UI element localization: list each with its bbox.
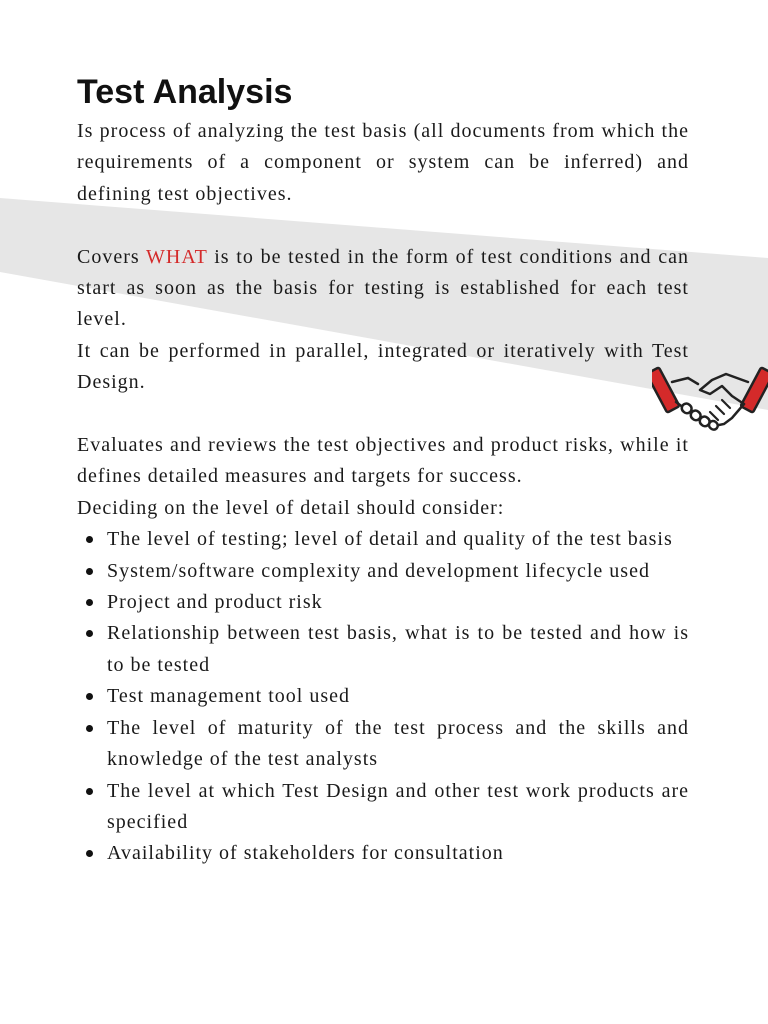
list-item-text: Relationship between test basis, what is to be tested and how is to be tested <box>107 622 689 676</box>
evaluates-paragraph: Evaluates and reviews the test objectives and product risks, while it defines detailed measures and targets for success. <box>77 434 689 488</box>
document-content <box>77 70 689 870</box>
covers-suffix: is to be tested in the form of test conditions and can start as soon as the basis for testing is established for each test level. <box>77 245 689 331</box>
list-item-text: The level of testing; level of detail and quality of the test basis <box>107 528 673 551</box>
list-item-text: System/software complexity and development lifecycle used <box>107 559 650 582</box>
covers-paragraph <box>77 242 689 336</box>
bullet-icon <box>86 693 93 700</box>
list-item <box>77 838 689 869</box>
page-title: Test Analysis <box>77 73 293 111</box>
list-item <box>77 618 689 681</box>
bullet-icon <box>86 599 93 606</box>
list-item <box>77 524 689 555</box>
handshake-icon <box>652 360 768 436</box>
intro-paragraph: Is process of analyzing the test basis (all documents from which the requirements of a component or system can be inferred) and defining test objectives. <box>77 120 689 205</box>
bullet-icon <box>86 568 93 575</box>
detail-considerations-list <box>77 524 689 869</box>
what-highlight: WHAT <box>146 245 208 268</box>
bullet-icon <box>86 725 93 732</box>
list-item-text: The level at which Test Design and other test work products are specified <box>107 779 689 833</box>
list-item <box>77 556 689 587</box>
deciding-paragraph: Deciding on the level of detail should consider: <box>77 496 505 519</box>
list-item-text: Availability of stakeholders for consultation <box>107 842 504 865</box>
list-item <box>77 587 689 618</box>
list-item-text: The level of maturity of the test process and the skills and knowledge of the test analysts <box>107 716 689 771</box>
paragraph-spacer <box>77 210 689 241</box>
bullet-icon <box>86 536 93 543</box>
list-item <box>77 681 689 712</box>
bullet-icon <box>86 850 93 857</box>
parallel-paragraph: It can be performed in parallel, integrated or iteratively with Test Design. <box>77 339 689 394</box>
bullet-icon <box>86 788 93 795</box>
list-item <box>77 713 689 776</box>
paragraph-spacer <box>77 399 689 430</box>
list-item-text: Test management tool used <box>107 685 350 708</box>
covers-prefix: Covers <box>77 245 147 268</box>
bullet-icon <box>86 630 93 637</box>
list-item <box>77 776 689 839</box>
list-item-text: Project and product risk <box>107 591 323 614</box>
